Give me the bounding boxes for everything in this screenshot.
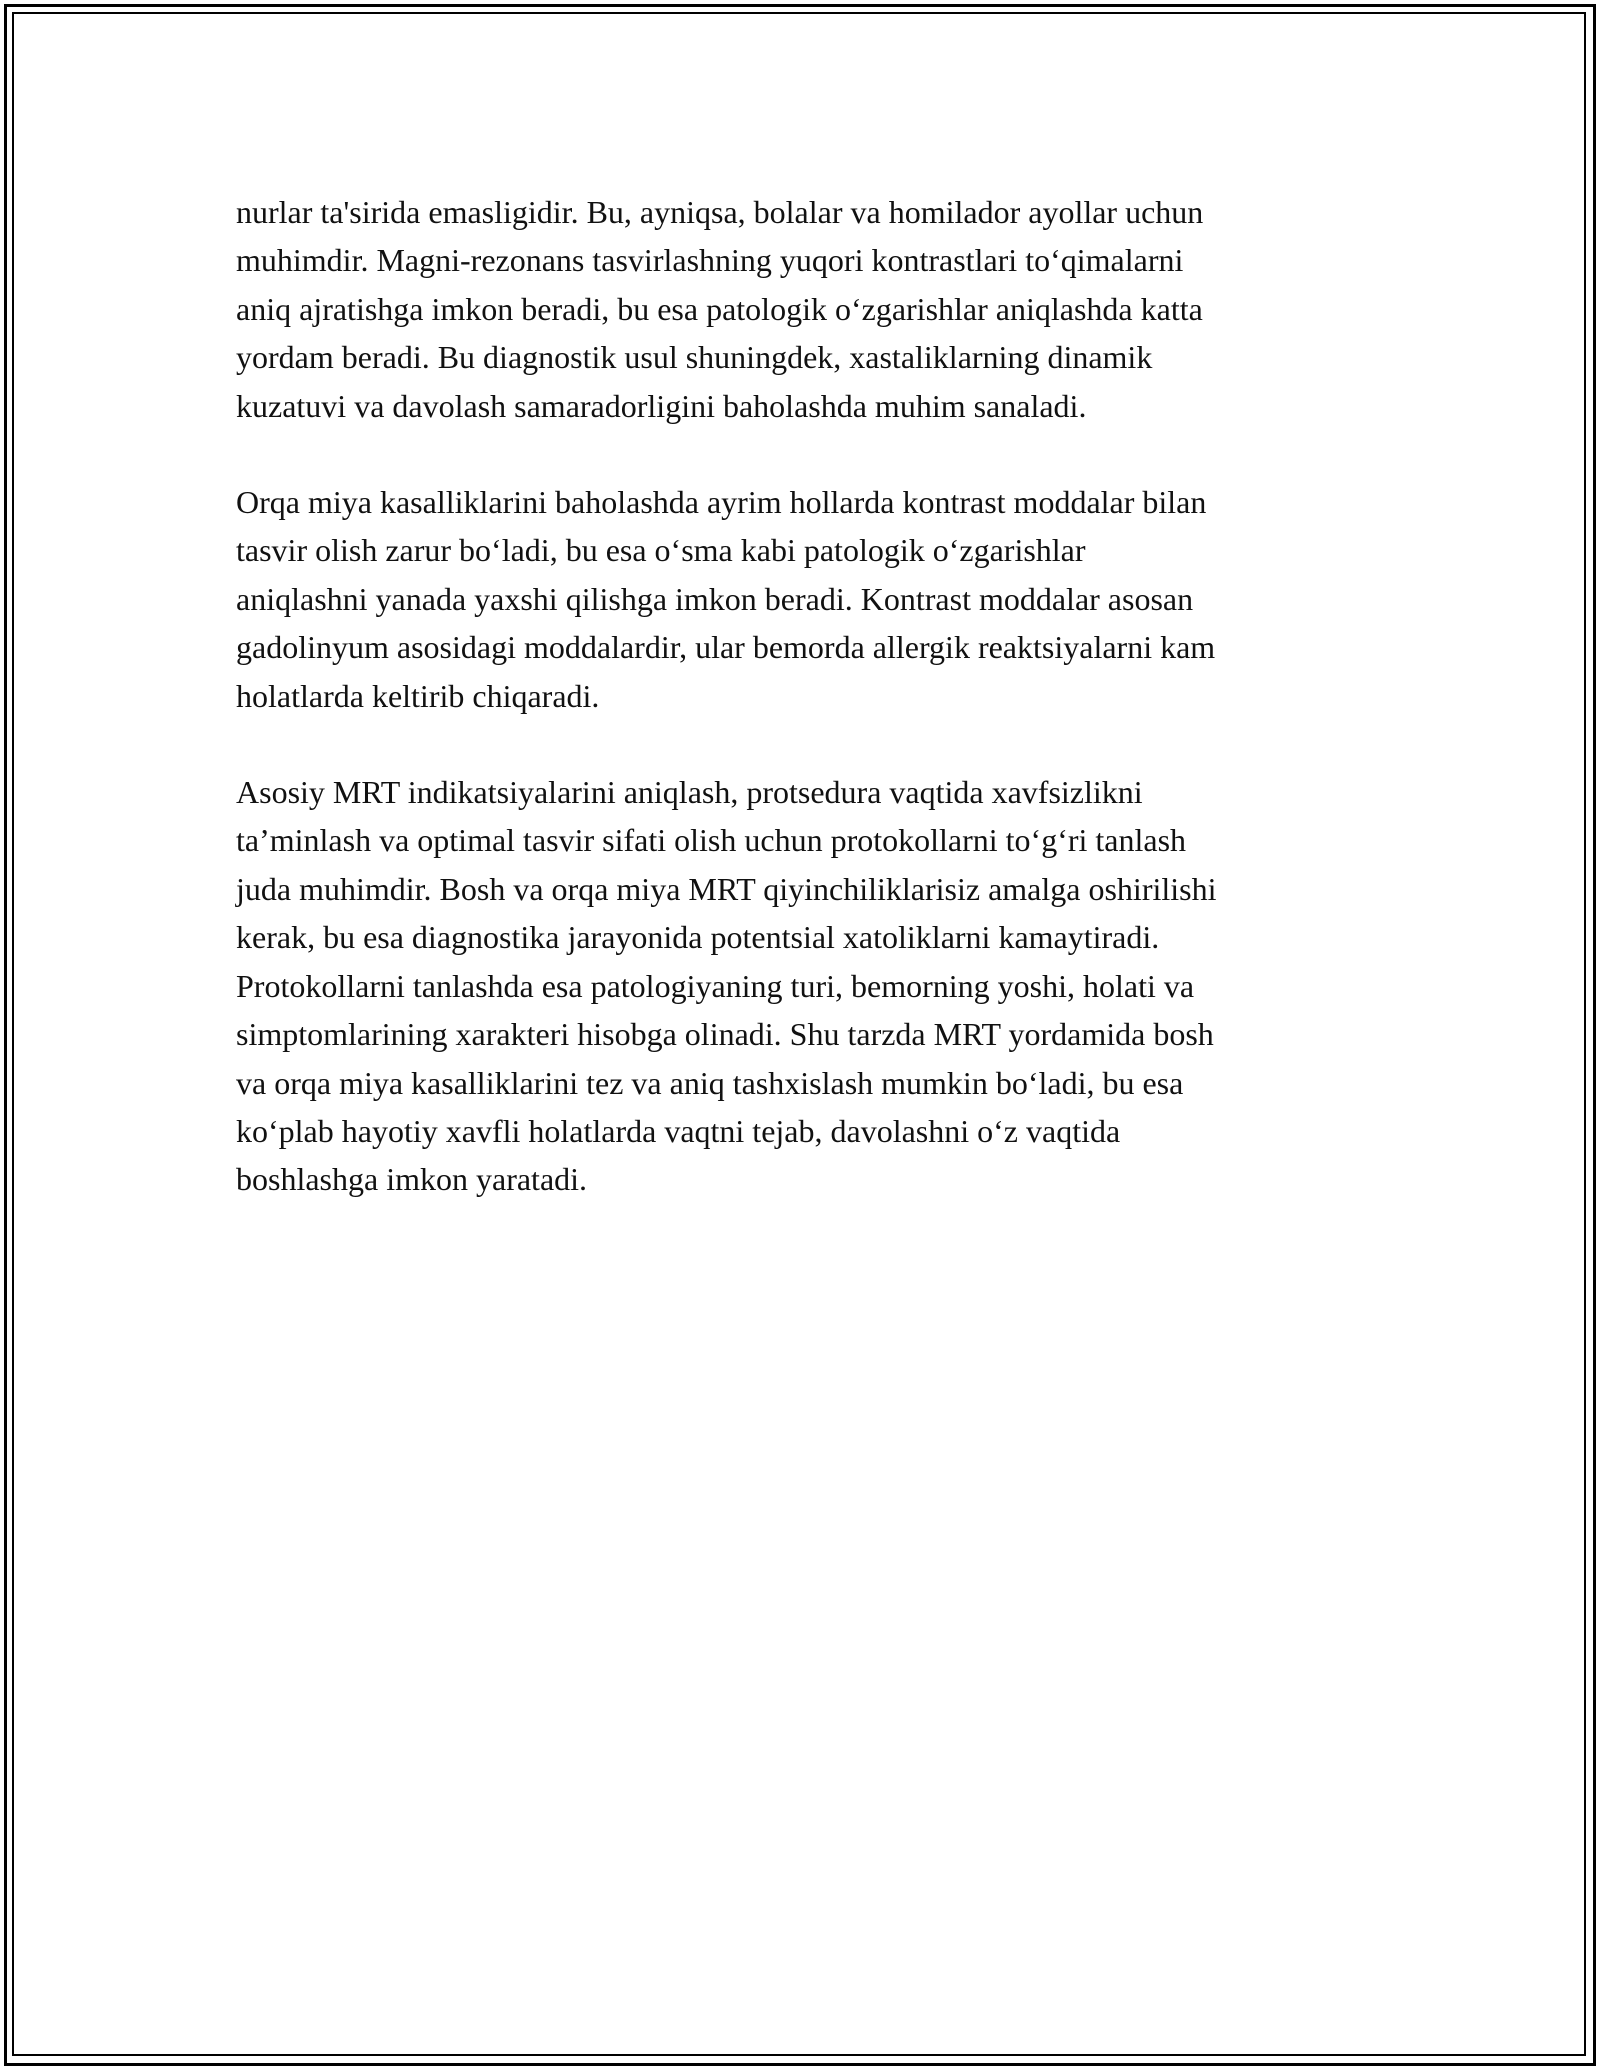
text-line: muhimdir. Magni-rezonans tasvirlashning yuqori kontrastlari to‘qimalarni: [236, 242, 1184, 279]
paragraph-3: [236, 768, 1376, 1204]
document-body: [236, 188, 1376, 1252]
text-line: yordam beradi. Bu diagnostik usul shuningdek, xastaliklarning dinamik: [236, 339, 1153, 376]
text-line: kuzatuvi va davolash samaradorligini baholashda muhim sanaladi.: [236, 387, 1087, 424]
text-line: Protokollarni tanlashda esa patologiyaning turi, bemorning yoshi, holati va: [236, 967, 1195, 1004]
text-line: va orqa miya kasalliklarini tez va aniq tashxislash mumkin bo‘ladi, bu esa: [236, 1064, 1184, 1101]
text-line: kerak, bu esa diagnostika jarayonida potentsial xatoliklarni kamaytiradi.: [236, 919, 1160, 956]
text-line: aniqlashni yanada yaxshi qilishga imkon beradi. Kontrast moddalar asosan: [236, 580, 1194, 617]
text-line: juda muhimdir. Bosh va orqa miya MRT qiyinchiliklarisiz amalga oshirilishi: [236, 870, 1217, 907]
text-line: nurlar ta'sirida emasligidir. Bu, ayniqsa, bolalar va homilador ayollar uchun: [236, 194, 1204, 230]
text-line: ko‘plab hayotiy xavfli holatlarda vaqtni tejab, davolashni o‘z vaqtida: [236, 1112, 1121, 1149]
paragraph-1: [236, 188, 1376, 430]
text-line: gadolinyum asosidagi moddalardir, ular bemorda allergik reaktsiyalarni kam: [236, 629, 1216, 666]
text-line: Asosiy MRT indikatsiyalarini aniqlash, protsedura vaqtida xavfsizlikni: [236, 774, 1143, 811]
text-line: ta’minlash va optimal tasvir sifati olish uchun protokollarni to‘g‘ri tanlash: [236, 822, 1187, 859]
text-line: tasvir olish zarur bo‘ladi, bu esa o‘sma kabi patologik o‘zgarishlar: [236, 532, 1086, 569]
text-line: Orqa miya kasalliklarini baholashda ayrim hollarda kontrast moddalar bilan: [236, 484, 1207, 521]
paragraph-2: [236, 478, 1376, 720]
text-line: aniq ajratishga imkon beradi, bu esa patologik o‘zgarishlar aniqlashda katta: [236, 290, 1203, 327]
text-line: simptomlarining xarakteri hisobga olinadi. Shu tarzda MRT yordamida bosh: [236, 1016, 1214, 1053]
text-line: boshlashga imkon yaratadi.: [236, 1161, 588, 1198]
text-line: holatlarda keltirib chiqaradi.: [236, 677, 600, 714]
